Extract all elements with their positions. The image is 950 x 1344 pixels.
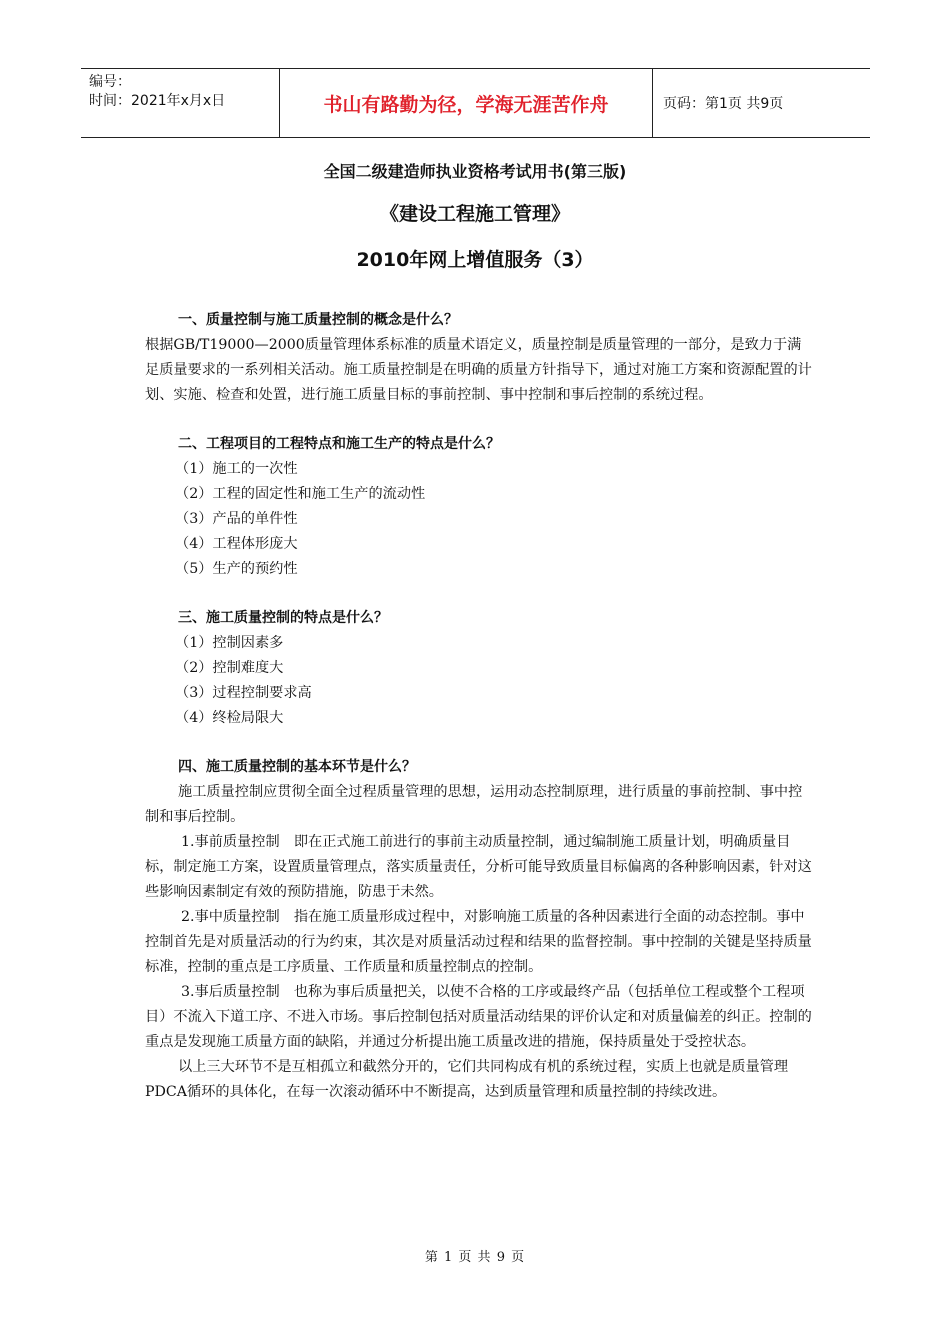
question-1: 一、质量控制与施工质量控制的概念是什么？ bbox=[178, 312, 458, 328]
question-2: 二、工程项目的工程特点和施工生产的特点是什么？ bbox=[178, 436, 500, 452]
list-item: （3）过程控制要求高 bbox=[175, 685, 312, 701]
question-4: 四、施工质量控制的基本环节是什么？ bbox=[178, 759, 416, 775]
answer-4-in-process-control: 2.事中质量控制 指在施工质量形成过程中，对影响施工质量的各种因素进行全面的动态控制。事中控制首先是对质量活动的行为约束，其次是对质量活动过程和结果的监督控制。事中控制的关键是坚持质量标准，控制的重点是工序质量、工作质量和质量控制点的控制。 bbox=[145, 909, 812, 975]
document-titles bbox=[0, 160, 950, 274]
header-page-label: 页码：第1页 共9页 bbox=[663, 96, 784, 112]
page-header bbox=[81, 68, 870, 138]
list-item: （1）施工的一次性 bbox=[175, 461, 298, 477]
list-item: （1）控制因素多 bbox=[175, 635, 284, 651]
title-line-3: 2010年网上增值服务（3） bbox=[356, 249, 594, 271]
list-item: （4）工程体形庞大 bbox=[175, 536, 298, 552]
answer-4-summary: 以上三大环节不是互相孤立和截然分开的，它们共同构成有机的系统过程，实质上也就是质量管理PDCA循环的具体化，在每一次滚动循环中不断提高，达到质量管理和质量控制的持续改进。 bbox=[145, 1059, 789, 1100]
answer-1-paragraph: 根据GB/T19000—2000质量管理体系标准的质量术语定义，质量控制是质量管理的一部分，是致力于满足质量要求的一系列相关活动。施工质量控制是在明确的质量方针指导下，通过对施工方案和资源配置的计划、实施、检查和处置，进行施工质量目标的事前控制、事中控制和事后控制的系统过程。 bbox=[145, 337, 812, 403]
header-meta bbox=[81, 69, 280, 137]
header-motto: 书山有路勤为径，学海无涯苦作舟 bbox=[280, 69, 653, 137]
answer-4-post-control: 3.事后质量控制 也称为事后质量把关，以使不合格的工序或最终产品（包括单位工程或整个工程项目）不流入下道工序、不进入市场。事后控制包括对质量活动结果的评价认定和对质量偏差的纠正。控制的重点是发现施工质量方面的缺陷，并通过分析提出施工质量改进的措施，保持质量处于受控状态。 bbox=[145, 984, 812, 1050]
title-line-1: 全国二级建造师执业资格考试用书(第三版) bbox=[323, 162, 627, 181]
list-item: （4）终检局限大 bbox=[175, 710, 284, 726]
number-label: 编号： bbox=[89, 74, 131, 90]
list-item: （5）生产的预约性 bbox=[175, 561, 298, 577]
title-line-2: 《建设工程施工管理》 bbox=[379, 203, 570, 225]
list-item: （2）工程的固定性和施工生产的流动性 bbox=[175, 486, 426, 502]
list-item: （3）产品的单件性 bbox=[175, 511, 298, 527]
question-3: 三、施工质量控制的特点是什么？ bbox=[178, 610, 388, 626]
time-label: 时间：2021年x月x日 bbox=[89, 93, 226, 109]
answer-4-pre-control: 1.事前质量控制 即在正式施工前进行的事前主动质量控制，通过编制施工质量计划，明确质量目标，制定施工方案，设置质量管理点，落实质量责任，分析可能导致质量目标偏离的各种影响因素，针对这些影响因素制定有效的预防措施，防患于未然。 bbox=[145, 834, 812, 900]
document-body bbox=[145, 308, 813, 1105]
list-item: （2）控制难度大 bbox=[175, 660, 284, 676]
page-footer: 第 1 页 共 9 页 bbox=[424, 1250, 526, 1265]
answer-4-intro: 施工质量控制应贯彻全面全过程质量管理的思想，运用动态控制原理，进行质量的事前控制、事中控制和事后控制。 bbox=[145, 784, 803, 825]
